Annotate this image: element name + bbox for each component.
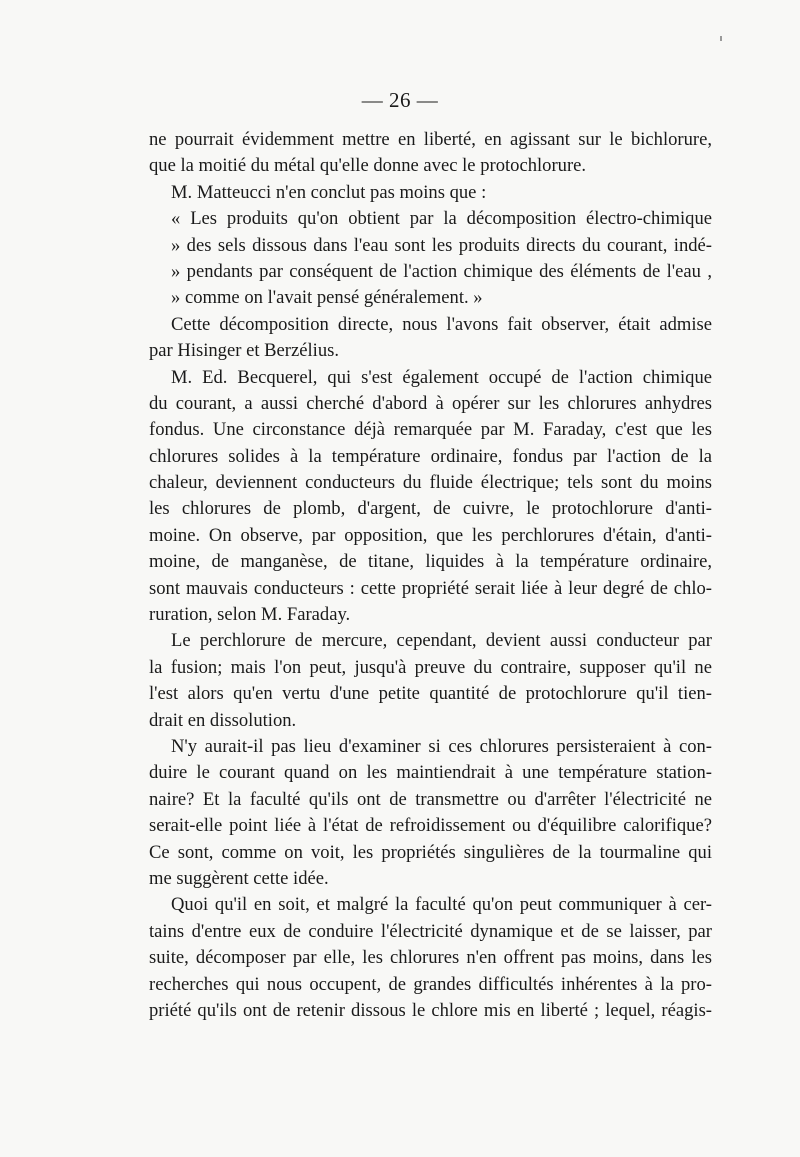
text-line: duire le courant quand on les maintiendrait à une température station- xyxy=(149,762,712,784)
text-line: chaleur, deviennent conducteurs du fluide électrique; tels sont du moins xyxy=(149,472,712,494)
page-number: — 26 — xyxy=(361,88,439,112)
quote-line: » comme on l'avait pensé généralement. » xyxy=(171,287,483,309)
text-line: la fusion; mais l'on peut, jusqu'à preuve du contraire, supposer qu'il ne xyxy=(149,656,712,678)
text-line: l'est alors qu'en vertu d'une petite quantité de protochlorure qu'il tien- xyxy=(149,683,712,705)
text-line: serait-elle point liée à l'état de refroidissement ou d'équilibre calorifique? xyxy=(149,815,712,837)
body-text xyxy=(149,127,712,1024)
text-line: fondus. Une circonstance déjà remarquée par M. Faraday, c'est que les xyxy=(149,419,712,441)
text-line: recherches qui nous occupent, de grandes difficultés inhérentes à la pro- xyxy=(149,973,712,995)
text-line: moine. On observe, par opposition, que les perchlorures d'étain, d'anti- xyxy=(149,524,712,546)
text-line: par Hisinger et Berzélius. xyxy=(149,340,340,362)
text-line: tains d'entre eux de conduire l'électricité dynamique et de se laisser, par xyxy=(149,920,712,942)
text-line: Ce sont, comme on voit, les propriétés singulières de la tourmaline qui xyxy=(149,841,712,863)
quote-line: » pendants par conséquent de l'action chimique des éléments de l'eau , xyxy=(171,260,712,282)
text-line: Cette décomposition directe, nous l'avons fait observer, était admise xyxy=(171,313,712,335)
text-line: moine, de manganèse, de titane, liquides à la température ordinaire, xyxy=(149,551,712,573)
text-line: drait en dissolution. xyxy=(149,709,297,731)
text-line: que la moitié du métal qu'elle donne avec le protochlorure. xyxy=(149,155,587,177)
text-line: Quoi qu'il en soit, et malgré la faculté qu'on peut communiquer à cer- xyxy=(171,894,712,916)
text-line: Le perchlorure de mercure, cependant, devient aussi conducteur par xyxy=(171,630,712,652)
quote-line: « Les produits qu'on obtient par la décomposition électro-chimique xyxy=(171,208,712,230)
text-line: chlorures solides à la température ordinaire, fondus par l'action de la xyxy=(149,445,712,467)
text-line: priété qu'ils ont de retenir dissous le chlore mis en liberté ; lequel, réagis- xyxy=(149,999,712,1021)
text-line: du courant, a aussi cherché d'abord à opérer sur les chlorures anhydres xyxy=(149,392,712,414)
scan-mark xyxy=(720,36,722,41)
text-line: M. Matteucci n'en conclut pas moins que : xyxy=(171,181,487,203)
text-line: suite, décomposer par elle, les chlorures n'en offrent pas moins, dans les xyxy=(149,947,712,969)
text-line: sont mauvais conducteurs : cette propriété serait liée à leur degré de chlo- xyxy=(149,577,712,599)
text-line: me suggèrent cette idée. xyxy=(149,867,329,889)
text-line: ne pourrait évidemment mettre en liberté, en agissant sur le bichlorure, xyxy=(149,129,712,150)
text-line: les chlorures de plomb, d'argent, de cuivre, le protochlorure d'anti- xyxy=(149,498,712,520)
text-line: ruration, selon M. Faraday. xyxy=(149,604,351,626)
text-line: naire? Et la faculté qu'ils ont de transmettre ou d'arrêter l'électricité ne xyxy=(149,788,712,810)
text-line: N'y aurait-il pas lieu d'examiner si ces chlorures persisteraient à con- xyxy=(171,735,712,757)
text-line: M. Ed. Becquerel, qui s'est également occupé de l'action chimique xyxy=(171,366,712,388)
quote-line: » des sels dissous dans l'eau sont les produits directs du courant, indé- xyxy=(171,234,712,256)
